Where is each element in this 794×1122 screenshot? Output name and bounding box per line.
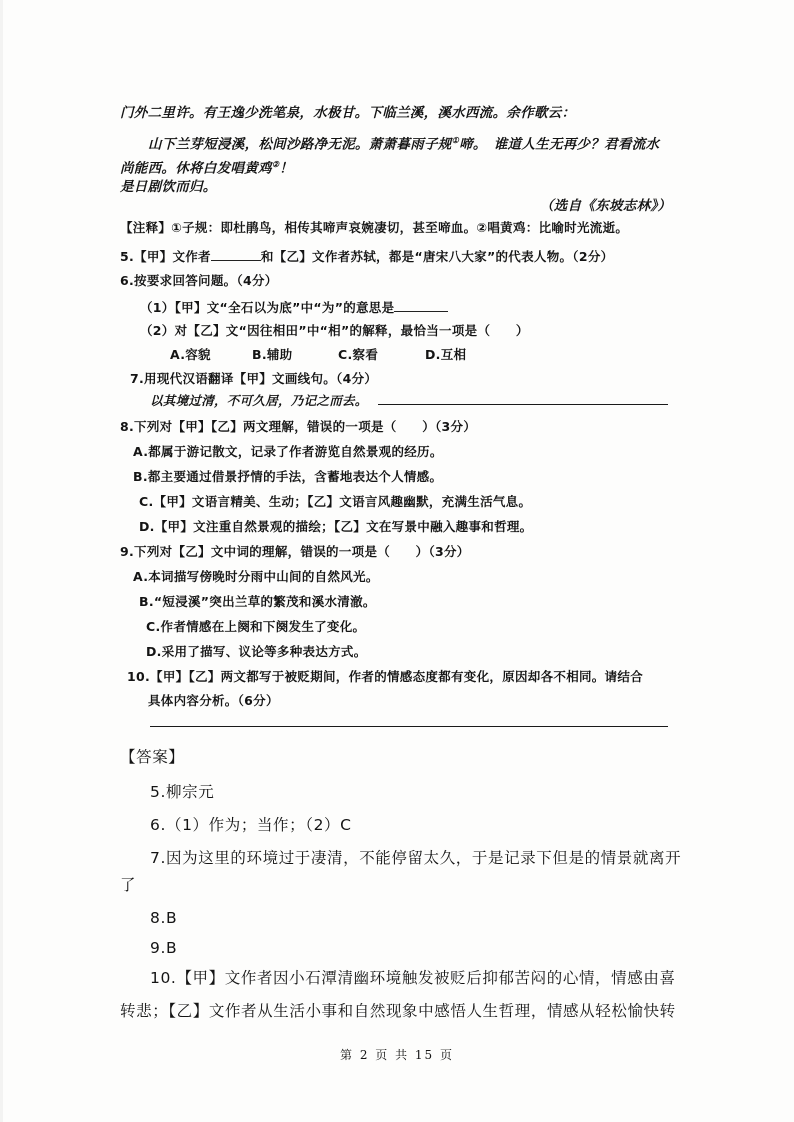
answer-blank-5[interactable] [211, 246, 261, 261]
question-9-option-d[interactable]: D.采用了描写、议论等多种表达方式。 [146, 644, 367, 659]
passage-line-2-text: 山下兰芽短浸溪，松间沙路净无泥。萧萧暮雨子规 [148, 136, 452, 153]
answer-5: 5.柳宗元 [150, 783, 215, 801]
answer-10-line-2: 转悲；【乙】文作者从生活小事和自然现象中感悟人生哲理，情感从轻松愉快转 [120, 1002, 676, 1020]
question-5-suffix: 和【乙】文作者苏轼，都是“唐宋八大家”的代表人物。（2分） [260, 249, 614, 264]
question-7-sentence: 以其境过清，不可久居，乃记之而去。 [150, 393, 368, 408]
answer-9: 9.B [150, 939, 178, 957]
note-mark-2: ② [271, 159, 280, 169]
question-9-option-b[interactable]: B.“短浸溪”突出兰草的繁茂和溪水清澈。 [139, 594, 376, 609]
annotation-note: 【注释】①子规：即杜鹃鸟，相传其啼声哀婉凄切，甚至啼血。②唱黄鸡：比喻时光流逝。 [120, 220, 629, 235]
answer-10-line-1: 10.【甲】文作者因小石潭清幽环境触发被贬后抑郁苦闷的心情，情感由喜 [150, 969, 676, 987]
answer-8: 8.B [150, 909, 178, 927]
question-9: 9.下列对【乙】文中词的理解，错误的一项是（ ）（3分） [120, 544, 470, 559]
passage-line-1: 门外二里许。有王逸少洗笔泉，水极甘。下临兰溪，溪水西流。余作歌云： [120, 105, 576, 121]
question-8: 8.下列对【甲】【乙】两文理解，错误的一项是（ ）（3分） [120, 419, 477, 434]
question-9-option-a[interactable]: A.本词描写傍晚时分雨中山间的自然风光。 [133, 569, 379, 584]
scan-edge-left [0, 0, 3, 1122]
answer-blank-6-1[interactable] [394, 297, 448, 312]
passage-line-2-tail: 啼。 谁道人生无再少？君看流水 [459, 136, 660, 153]
question-6-1-text: （1）【甲】文“全石以为底”中“为”的意思是 [140, 300, 395, 315]
answer-7-line-1: 7.因为这里的环境过于凄清，不能停留太久，于是记录下但是的情景就离开 [150, 849, 682, 867]
answer-line-7[interactable] [378, 404, 668, 405]
page-footer: 第 2 页 共 15 页 [340, 1048, 454, 1062]
answers-header: 【答案】 [120, 748, 185, 766]
note-mark-1: ① [451, 135, 460, 145]
question-6-option-d[interactable]: D.互相 [425, 347, 467, 362]
passage-line-3-text: 尚能西。休将白发唱黄鸡 [120, 160, 272, 177]
question-5 [120, 246, 613, 266]
passage-line-2 [148, 131, 659, 154]
question-6-option-b[interactable]: B.辅助 [252, 347, 293, 362]
question-8-option-a[interactable]: A.都属于游记散文，记录了作者游览自然景观的经历。 [133, 444, 443, 459]
question-6-1 [140, 297, 448, 317]
question-8-option-c[interactable]: C.【甲】文语言精美、生动；【乙】文语言风趣幽默，充满生活气息。 [139, 494, 532, 509]
question-6-option-c[interactable]: C.察看 [338, 347, 379, 362]
answer-7-line-2: 了 [120, 876, 137, 894]
passage-source: （选自《东坡志林》） [540, 198, 672, 214]
passage-line-3-tail: ！ [279, 160, 294, 177]
question-6: 6.按要求回答问题。（4分） [120, 273, 278, 288]
question-8-option-d[interactable]: D.【甲】文注重自然景观的描绘；【乙】文在写景中融入趣事和哲理。 [139, 519, 533, 534]
question-7: 7.用现代汉语翻译【甲】文画线句。（4分） [130, 371, 378, 386]
question-6-option-a[interactable]: A.容貌 [170, 347, 211, 362]
question-8-option-b[interactable]: B.都主要通过借景抒情的手法，含蓄地表达个人情感。 [133, 469, 443, 484]
passage-line-4: 是日剧饮而归。 [120, 179, 217, 195]
question-10-line-2: 具体内容分析。（6分） [148, 693, 279, 708]
answer-6: 6.（1）作为；当作；（2）C [150, 816, 352, 834]
question-10-line-1: 10.【甲】【乙】两文都写于被贬期间，作者的情感态度都有变化，原因却各不相同。请结合 [127, 669, 643, 684]
question-6-2: （2）对【乙】文“因往相田”中“相”的解释，最恰当一项是（ ） [140, 323, 529, 338]
question-9-option-c[interactable]: C.作者情感在上阕和下阕发生了变化。 [146, 619, 366, 634]
answer-line-10[interactable] [150, 726, 668, 727]
question-5-prefix: 5.【甲】文作者 [120, 249, 211, 264]
passage-line-3 [120, 155, 293, 178]
